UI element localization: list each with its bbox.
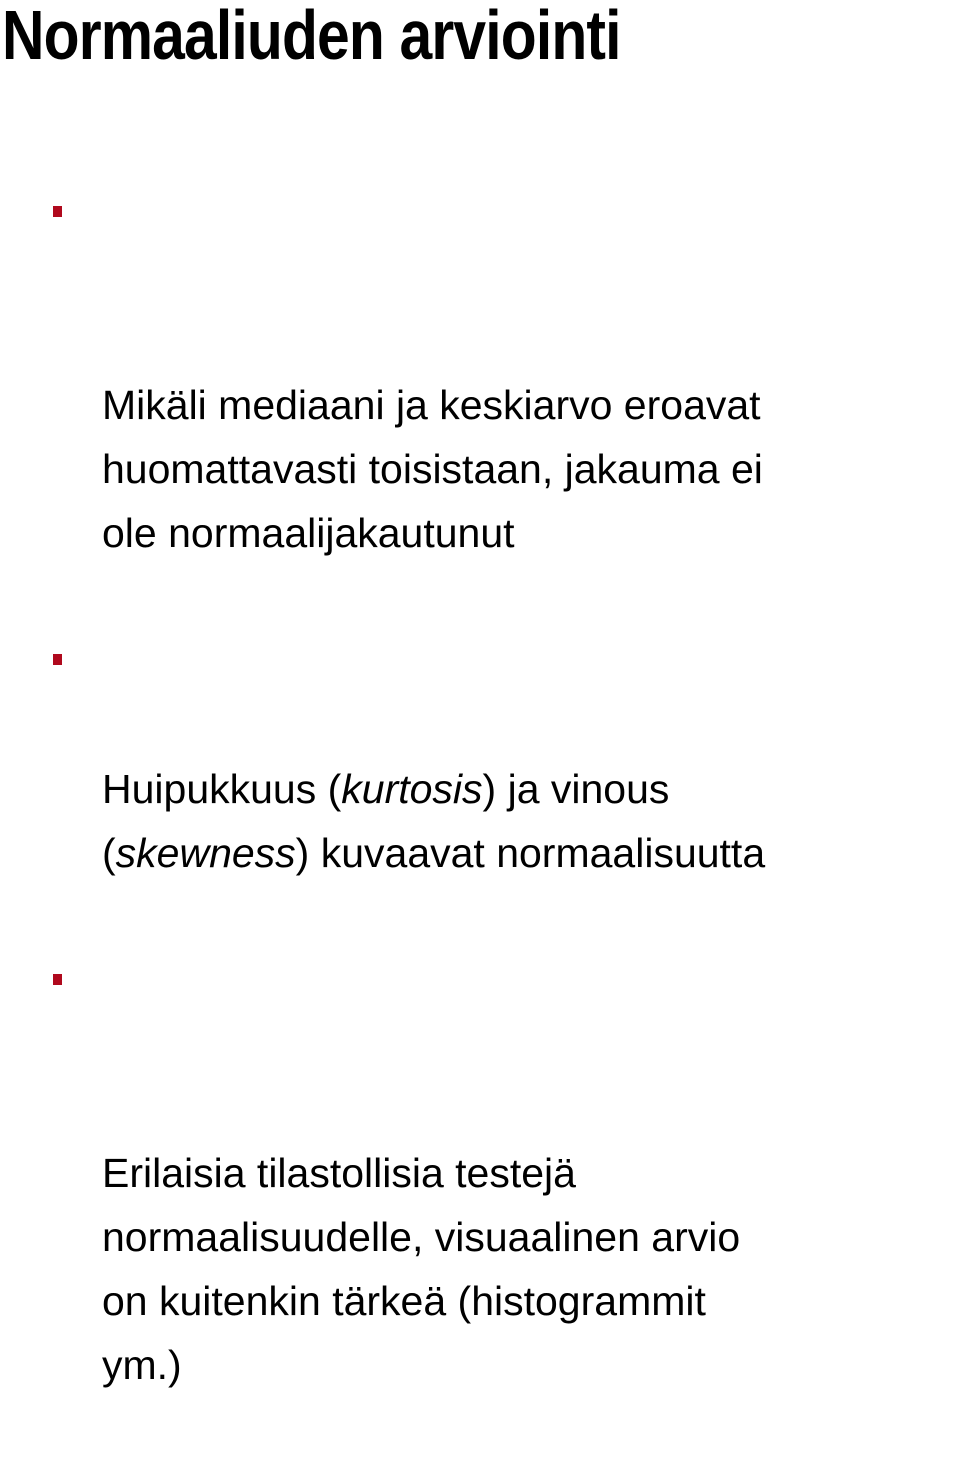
bullet-text-part: ) ja vinous ( — [102, 766, 670, 876]
bullet-item — [0, 629, 959, 949]
square-bullet-icon — [53, 206, 62, 217]
bullet-text-part: ) kuvaavat normaalisuutta — [295, 830, 766, 876]
bullet-text — [102, 1077, 959, 1397]
bullet-text — [102, 309, 959, 565]
square-bullet-icon — [53, 974, 62, 985]
bullet-item — [0, 949, 959, 1461]
square-bullet-icon — [53, 654, 62, 665]
slide-title: Normaaliuden arviointi — [2, 0, 621, 74]
bullet-term-italic: skewness — [115, 830, 296, 876]
bullet-text-part: Erilaisia tilastollisia testejä normaalisuudelle, visuaalinen arvio on kuitenkin tärkeä (histogrammit ym.) — [102, 1150, 741, 1388]
bullet-text-part: Huipukkuus ( — [102, 766, 342, 812]
bullet-text — [102, 757, 959, 885]
bullet-item — [0, 181, 959, 629]
bullet-list — [0, 181, 959, 1461]
bullet-text-part: Mikäli mediaani ja keskiarvo eroavat huomattavasti toisistaan, jakauma ei ole normaalijakautunut — [102, 382, 763, 556]
bullet-term-italic: kurtosis — [341, 766, 483, 812]
